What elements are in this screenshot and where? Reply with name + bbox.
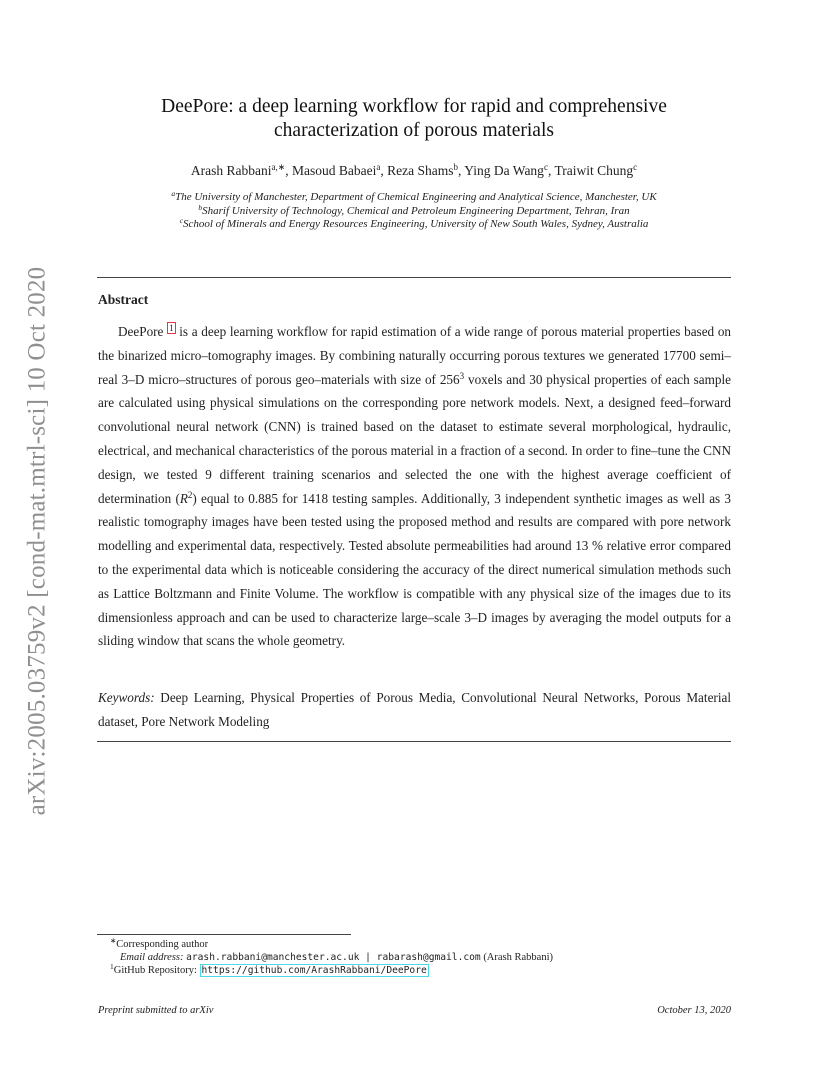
title-line-1: DeePore: a deep learning workflow for rapid and comprehensive — [161, 96, 667, 117]
author-affil-mark: c — [543, 162, 548, 172]
author-affil-mark: a — [376, 162, 381, 172]
author-affil-mark: b — [453, 162, 459, 172]
abstract-bottom-rule — [97, 741, 731, 742]
affiliation-text: School of Minerals and Energy Resources Engineering, University of New South Wales, Sydney, Australia — [182, 218, 649, 230]
email-link-2[interactable]: rabarash@gmail.com — [376, 952, 481, 963]
affiliation-text: The University of Manchester, Department of Chemical Engineering and Analytical Science, Manchester, UK — [175, 191, 657, 203]
repo-label: GitHub Repository: — [113, 965, 200, 976]
author-affil-mark: a,∗ — [271, 162, 286, 172]
exponent-2: 2 — [187, 489, 193, 500]
affiliation-line — [60, 202, 768, 219]
github-repo-link[interactable]: https://github.com/ArashRabbani/DeePore — [201, 965, 427, 976]
footnote-corresponding — [110, 938, 730, 951]
abstract-top-rule — [97, 277, 731, 278]
corresponding-mark: ∗ — [110, 936, 117, 945]
author-name: Reza Shams — [387, 163, 454, 178]
abstract-text-a: is a deep learning workflow for rapid estimation of a wide range of porous material properties based on the binarized micro–tomography images. By combining naturally occurring porous textures we generated 17700 semi–real 3–D micro–structures of porous geo–materials with size of 256 — [98, 324, 732, 387]
email-separator: | — [359, 952, 377, 963]
affiliation-line — [60, 218, 768, 232]
arxiv-stamp-text: arXiv:2005.03759v2 [cond-mat.mtrl-sci] 10 Oct 2020 — [23, 266, 51, 816]
arxiv-stamp — [22, 238, 52, 844]
footnote-1-link[interactable]: 1 — [169, 323, 174, 333]
title-line-2: characterization of porous materials — [274, 120, 554, 141]
footer-date: October 13, 2020 — [657, 1005, 731, 1016]
affiliations — [60, 191, 768, 232]
page-footer — [98, 1005, 731, 1016]
abstract-body — [98, 320, 731, 653]
footnote-repo — [110, 964, 730, 977]
affiliation-text: Sharif University of Technology, Chemical and Petroleum Engineering Department, Tehran, Iran — [202, 204, 630, 217]
footnote-email — [110, 951, 730, 964]
abstract-lead: DeePore — [118, 324, 164, 339]
author-name: Arash Rabbani — [190, 163, 272, 178]
author-list: Arash Rabbani$^{a,∗}$, Masoud Babaei$^a$, Reza Shams$^b$, Ying Da Wang$^c$, Traiwit Chung$^c$ — [190, 162, 638, 178]
abstract-paragraph — [98, 320, 731, 653]
corresponding-text: Corresponding author — [116, 939, 209, 950]
author-name: Ying Da Wang — [464, 163, 544, 178]
affiliation-mark: b — [198, 202, 203, 212]
footer-preprint: Preprint submitted to arXiv — [98, 1005, 214, 1016]
footnotes — [110, 938, 730, 977]
affiliation-line — [60, 191, 768, 205]
affiliation-mark: c — [179, 216, 183, 225]
email-link-1[interactable]: arash.rabbani@manchester.ac.uk — [186, 952, 360, 963]
abstract-heading: Abstract — [98, 292, 149, 307]
affiliation-mark: a — [171, 189, 176, 198]
keywords-label: Keywords: — [98, 690, 155, 705]
keywords-text: Deep Learning, Physical Properties of Porous Media, Convolutional Neural Networks, Porous Material dataset, Pore Network Modeling — [98, 690, 731, 729]
footnote-rule — [97, 934, 351, 935]
author-affil-mark: c — [633, 162, 638, 172]
author-name: Masoud Babaei — [292, 163, 377, 178]
paper-title — [80, 95, 748, 143]
email-suffix: (Arash Rabbani) — [480, 952, 553, 963]
repo-mark: 1 — [110, 962, 114, 971]
author-name: Traiwit Chung — [554, 163, 634, 178]
exponent-3: 3 — [459, 370, 465, 381]
r-symbol: R — [179, 490, 188, 506]
abstract-text-c: ) equal to 0.885 for 1418 testing samples. Additionally, 3 independent synthetic images as well as 3 realistic tomography images have been tested using the proposed method and results are compared with pore network modelling and experimental data, respectively. Tested absolute permeabilities had around 13 % relative error compared to the experimental data which is noticeable considering the accuracy of the direct numerical simulation methods such as Lattice Boltzmann and Finite Volume. The workflow is compatible with any physical size of the images due to its dimensionless approach and can be used to characterize large–scale 3–D images by averaging the model outputs for a sliding window that scans the whole geometry. — [98, 490, 731, 649]
abstract-text-b: voxels and 30 physical properties of each sample are calculated using physical simulations on the corresponding pore network models. Next, a designed feed–forward convolutional neural network (CNN) is trained based on the dataset to estimate several morphological, hydraulic, electrical, and mechanical characteristics of the porous material in a fraction of a second. In order to fine–tune the CNN design, we tested 9 different training scenarios and selected the one with the highest average coefficient of determination ( — [98, 371, 731, 506]
keywords — [98, 686, 731, 734]
email-label: Email address: — [120, 952, 184, 963]
